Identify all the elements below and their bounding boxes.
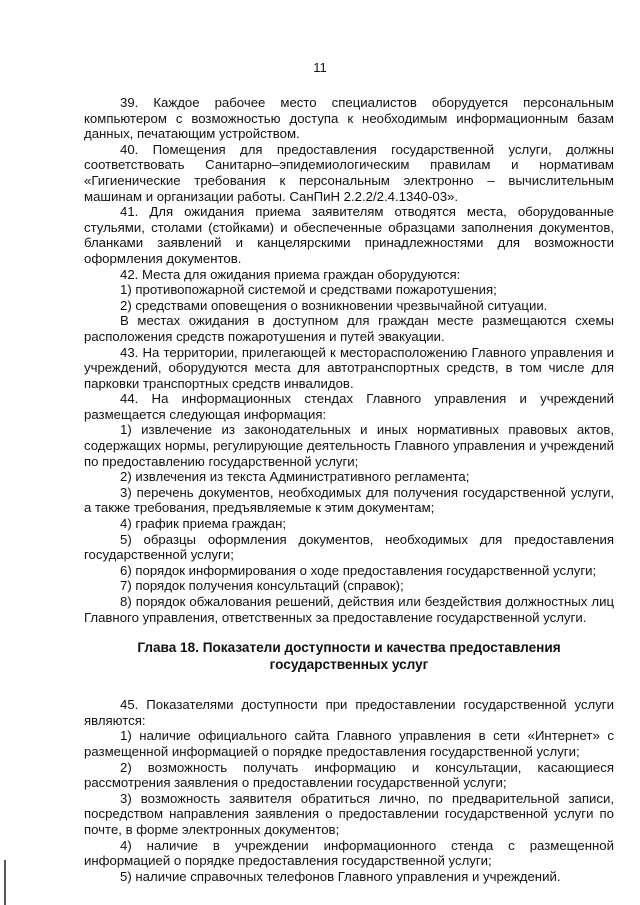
- paragraph-45-item-3: 3) возможность заявителя обратиться лично, по предварительной записи, посредством направления заявления о предоставлении государственной услуги по почте, в форме электронных документов;: [84, 790, 614, 837]
- paragraph-45-item-4: 4) наличие в учреждении информационного стенда с размещенной информацией о порядке предоставления государственной услуги;: [84, 837, 614, 869]
- paragraph-45-item-5: 5) наличие справочных телефонов Главного управления и учреждений.: [120, 868, 561, 884]
- paragraph-39: 39. Каждое рабочее место специалистов оборудуется персональным компьютером с возможностью доступа к необходимым информационным базам данных, печатающим устройством.: [84, 95, 614, 142]
- paragraph-42-item-2: 2) средствами оповещения о возникновении чрезвычайной ситуации.: [120, 297, 548, 313]
- paragraph-43: 43. На территории, прилегающей к месторасположению Главного управления и учреждений, оборудуются места для автотранспортных средств, в том числе для парковки транспортных средств инвалидов.: [84, 344, 614, 391]
- chapter-heading: Глава 18. Показатели доступности и качества предоставления государственных услуг: [137, 640, 561, 673]
- paragraph-45: 45. Показателями доступности при предоставлении государственной услуги являются:: [84, 697, 614, 728]
- paragraph-42: 42. Места для ожидания приема граждан оборудуются:: [120, 266, 461, 282]
- paragraph-44-item-1: 1) извлечение из законодательных и иных нормативных правовых актов, содержащих нормы, регулирующие деятельность Главного управления и учреждений по предоставлению государственной услуги;: [84, 422, 614, 469]
- paragraph-45-item-2: 2) возможность получать информацию и консультации, касающиеся рассмотрения заявления о предоставлении государственной услуги;: [84, 759, 614, 791]
- paragraph-44-item-3: 3) перечень документов, необходимых для получения государственной услуги, а также требования, предъявляемые к этим документам;: [84, 484, 614, 516]
- paragraph-40: 40. Помещения для предоставления государственной услуги, должны соответствовать Санитарно–эпидемиологическим правилам и нормативам «Гигиенические требования к персональным электронно – вычислительным машинам и организации работы. СанПиН 2.2.2/2.4.1340-03».: [84, 141, 614, 204]
- document-body: [84, 95, 614, 884]
- paragraph-44: 44. На информационных стендах Главного управления и учреждений размещается следующая информация:: [84, 391, 614, 422]
- page-number: 11: [313, 60, 327, 75]
- paragraph-44-item-8: 8) порядок обжалования решений, действия или бездействия должностных лиц Главного управления, ответственных за предоставление государственной услуги.: [84, 594, 614, 625]
- paragraph-44-item-4: 4) график приема граждан;: [120, 516, 287, 532]
- scan-margin-line: [4, 860, 6, 905]
- paragraph-44-item-6: 6) порядок информирования о ходе предоставления государственной услуги;: [120, 562, 597, 578]
- paragraph-44-item-7: 7) порядок получения консультаций (справок);: [120, 578, 404, 594]
- paragraph-42-item-1: 1) противопожарной системой и средствами пожаротушения;: [120, 282, 497, 298]
- paragraph-44-item-2: 2) извлечения из текста Административного регламента;: [120, 469, 470, 485]
- paragraph-41: 41. Для ожидания приема заявителям отводятся места, оборудованные стульями, столами (стойками) и обеспеченные образцами заполнения документов, бланками заявлений и канцелярскими принадлежностями для возможности оформления документов.: [84, 204, 614, 266]
- paragraph-45-item-1: 1) наличие официального сайта Главного управления в сети «Интернет» с размещенной информацией о порядке предоставления государственной услуги;: [84, 728, 614, 759]
- paragraph-42-note: В местах ожидания в доступном для граждан месте размещаются схемы расположения средств пожаротушения и путей эвакуации.: [84, 313, 614, 344]
- paragraph-44-item-5: 5) образцы оформления документов, необходимых для предоставления государственной услуги;: [84, 531, 614, 563]
